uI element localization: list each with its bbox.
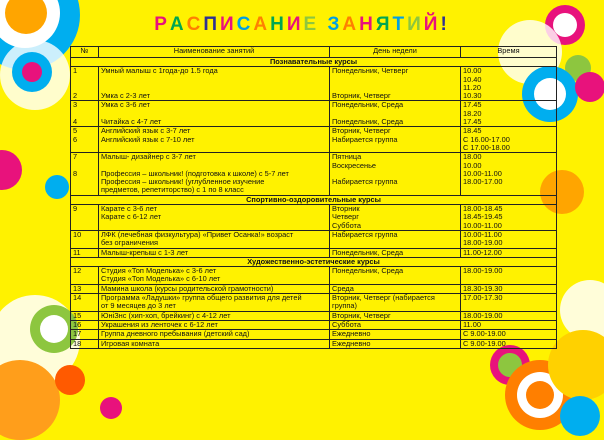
table-row (71, 311, 557, 320)
deco-circle (22, 62, 42, 82)
title-letter: Н (359, 14, 376, 35)
cell-number (71, 294, 99, 312)
title-letter: И (220, 14, 237, 35)
deco-circle (526, 381, 554, 409)
table-row (71, 248, 557, 257)
deco-circle (40, 315, 68, 343)
cell-course-name-line: Украшения из ленточек с 6-12 лет (101, 319, 218, 329)
title-letter: З (327, 14, 343, 35)
cell-number-line (73, 239, 96, 247)
cell-weekday-line: Четверг (332, 212, 359, 222)
cell-number-line: 4 (73, 117, 78, 127)
cell-time-line: 18.00-19.00 (463, 238, 503, 248)
cell-course-name-line: Умный малыш с 1года-до 1.5 года (101, 66, 218, 76)
cell-number-line: 15 (73, 310, 82, 320)
cell-time-line: 11.00-12.00 (463, 247, 502, 257)
title-letter: Н (270, 14, 287, 35)
cell-time (461, 127, 557, 153)
title-letter: И (407, 14, 424, 35)
cell-number-line: 8 (73, 168, 78, 178)
cell-weekday (330, 248, 461, 257)
cell-weekday-line: Набирается группа (332, 229, 398, 239)
deco-circle (0, 150, 22, 190)
cell-time (461, 311, 557, 320)
cell-number-line: 12 (73, 266, 82, 276)
cell-weekday-line: Вторник, Четверг (332, 310, 391, 320)
deco-circle (575, 72, 604, 102)
cell-number-line: 17 (73, 329, 82, 339)
cell-number-line: 14 (73, 293, 82, 303)
cell-course-name-line: Студия «Топ Моделька» с 3-6 лет (101, 266, 217, 276)
cell-number-line (73, 222, 96, 230)
cell-course-name-line: Профессия – школьник! (подготовка к школе) с 5-7 лет (101, 168, 289, 178)
cell-weekday-line: Суббота (332, 220, 361, 230)
table-row (71, 67, 557, 101)
deco-circle (560, 396, 600, 436)
cell-weekday (330, 153, 461, 195)
cell-course-name-line: Читайка с 4-7 лет (101, 117, 162, 127)
cell-time-line: 11.00 (463, 319, 481, 329)
cell-course-name (99, 101, 330, 127)
cell-weekday (330, 294, 461, 312)
cell-time (461, 67, 557, 101)
cell-number-line: 5 (73, 126, 78, 136)
table-row (71, 330, 557, 339)
cell-number-line (73, 186, 96, 194)
cell-time (461, 339, 557, 348)
cell-course-name-line: Мамина школа (курсы родительской грамотности) (101, 283, 274, 293)
cell-course-name-line: Карате с 3-6 лет (101, 204, 157, 214)
cell-number-line (73, 178, 96, 186)
cell-time (461, 101, 557, 127)
cell-course-name-line: Группа дневного пребывания (детский сад) (101, 329, 250, 339)
cell-number (71, 248, 99, 257)
cell-number-line: 13 (73, 283, 82, 293)
cell-number (71, 267, 99, 285)
cell-time (461, 230, 557, 248)
cell-weekday-line: группа) (332, 301, 357, 311)
cell-weekday-line: Вторник, Четверг (332, 126, 391, 136)
cell-time-line: 18.45 (463, 126, 482, 136)
cell-number-line: 18 (73, 338, 82, 348)
cell-number-line (73, 213, 96, 221)
title-letter (319, 14, 327, 36)
title-letter: С (186, 14, 204, 35)
cell-time-line (463, 302, 554, 310)
cell-number-line: 16 (73, 319, 82, 329)
cell-number-line: 7 (73, 152, 78, 162)
cell-weekday-line: Ежедневно (332, 338, 371, 348)
cell-time (461, 267, 557, 285)
cell-time-line: 18.45-19.45 (463, 212, 503, 222)
cell-time-line: 18.00-19.00 (463, 266, 503, 276)
cell-course-name-line: Английский язык с 3-7 лет (101, 126, 191, 136)
cell-course-name-line: Программа «Ладушки» группа общего развития для детей (101, 293, 302, 303)
cell-course-name-line: Умка с 2-3 лет (101, 91, 151, 101)
cell-time-line: С 9.00-19.00 (463, 329, 506, 339)
cell-number-line (73, 302, 96, 310)
table-row (71, 294, 557, 312)
cell-weekday (330, 127, 461, 153)
cell-weekday-line: Понедельник, Среда (332, 247, 404, 257)
cell-time-line: 10.00-11.00 (463, 168, 502, 178)
cell-weekday-line: Набирается группа (332, 177, 398, 187)
cell-time-line: 17.45 (463, 100, 482, 110)
cell-time (461, 153, 557, 195)
cell-course-name (99, 205, 330, 231)
cell-course-name (99, 127, 330, 153)
cell-weekday-line (332, 275, 458, 283)
cell-time-line: С 16.00-17.00 (463, 134, 510, 144)
cell-time-line: С 17.00-18.00 (463, 142, 510, 152)
cell-number (71, 67, 99, 101)
cell-time-line (463, 186, 554, 194)
cell-weekday-line: Набирается группа (332, 134, 398, 144)
cell-weekday (330, 205, 461, 231)
cell-time (461, 294, 557, 312)
column-header-day: День недели (330, 47, 461, 58)
cell-time-line: 18.00-19.00 (463, 310, 503, 320)
cell-time-line: 18.30-19.30 (463, 283, 503, 293)
cell-number-line: 1 (73, 66, 78, 76)
title-letter: Е (303, 14, 320, 35)
cell-time-line (463, 275, 554, 283)
cell-number-line (73, 275, 96, 283)
cell-weekday-line: Понедельник, Среда (332, 266, 404, 276)
cell-number-line: 3 (73, 100, 78, 110)
cell-course-name-line: Умка с 3-6 лет (101, 100, 151, 110)
cell-time-line: 17.00-17.30 (463, 293, 503, 303)
cell-number-line: 10 (73, 229, 82, 239)
cell-course-name-line: Студия «Топ Моделька» с 6-10 лет (101, 274, 221, 284)
page-title (0, 14, 604, 36)
cell-weekday (330, 330, 461, 339)
cell-number-line: 9 (73, 204, 78, 214)
cell-time-line: 10.40 (463, 74, 482, 84)
cell-time (461, 330, 557, 339)
cell-weekday-line (332, 76, 458, 84)
cell-number (71, 153, 99, 195)
cell-number-line (73, 76, 96, 84)
table-row (71, 127, 557, 153)
deco-circle (100, 397, 122, 419)
deco-circle (55, 365, 85, 395)
cell-time-line: 10.00 (463, 160, 482, 170)
section-title: Познавательные курсы (71, 58, 557, 67)
cell-weekday-line: Понедельник, Среда (332, 100, 404, 110)
title-letter: Т (392, 14, 408, 35)
cell-course-name-line: ЛФК (лечебная физкультура) «Привет Осанка!» возраст (101, 229, 294, 239)
cell-number (71, 127, 99, 153)
cell-time-line: 18.00 (463, 152, 482, 162)
section-title: Художественно-эстетические курсы (71, 257, 557, 266)
cell-time (461, 205, 557, 231)
cell-time-line: 10.00-11.00 (463, 229, 502, 239)
schedule-table (70, 46, 557, 349)
cell-weekday (330, 67, 461, 101)
deco-circle (45, 175, 69, 199)
cell-course-name (99, 248, 330, 257)
cell-course-name-line: Малыш-крепыш с 1-3 лет (101, 247, 189, 257)
section-title: Спортивно-оздоровительные курсы (71, 195, 557, 204)
cell-course-name (99, 230, 330, 248)
cell-course-name-line: Английский язык с 7-10 лет (101, 134, 195, 144)
cell-course-name (99, 339, 330, 348)
cell-time (461, 248, 557, 257)
table-row (71, 339, 557, 348)
cell-time-line: С 9.00-19.00 (463, 338, 506, 348)
cell-course-name (99, 267, 330, 285)
title-letter: А (253, 14, 271, 35)
cell-weekday-line: Вторник, Четверг (332, 91, 391, 101)
cell-course-name-line: Карате с 6-12 лет (101, 212, 162, 222)
cell-course-name (99, 311, 330, 320)
cell-number (71, 330, 99, 339)
cell-time-line: 10.00-11.00 (463, 220, 502, 230)
cell-course-name (99, 294, 330, 312)
cell-number (71, 230, 99, 248)
table-row (71, 267, 557, 285)
cell-weekday (330, 311, 461, 320)
cell-time-line: 17.45 (463, 117, 482, 127)
cell-time-line: 10.00 (463, 66, 482, 76)
cell-number (71, 311, 99, 320)
table-row (71, 153, 557, 195)
cell-weekday-line: Среда (332, 283, 354, 293)
cell-weekday-line: Понедельник, Четверг (332, 66, 409, 76)
cell-course-name (99, 67, 330, 101)
title-letter: ! (440, 14, 450, 35)
table-header-row (71, 47, 557, 58)
cell-course-name-line (101, 222, 327, 230)
cell-course-name-line: ЮнiЗнс (хип-хоп, брейкинг) с 4-12 лет (101, 310, 231, 320)
cell-weekday (330, 101, 461, 127)
column-header-time: Время (461, 47, 557, 58)
cell-course-name-line: Малыш- дизайнер с 3-7 лет (101, 152, 196, 162)
cell-course-name-line: Игровая комната (101, 338, 160, 348)
title-letter: Р (154, 14, 170, 35)
cell-number-line: 11 (73, 247, 81, 257)
cell-time-line: 18.20 (463, 108, 482, 118)
title-letter: П (203, 14, 221, 35)
title-letter: А (342, 14, 360, 35)
cell-weekday-line: Вторник (332, 204, 360, 214)
cell-time-line: 18.00-18.45 (463, 204, 503, 214)
title-letter: С (236, 14, 254, 35)
cell-time-line: 18.00-17.00 (463, 177, 503, 187)
cell-course-name-line (101, 76, 327, 84)
cell-course-name (99, 153, 330, 195)
cell-weekday-line (332, 186, 458, 194)
column-header-number: № (71, 47, 99, 58)
cell-weekday-line: Вторник, Четверг (набирается (332, 293, 435, 303)
cell-weekday (330, 267, 461, 285)
cell-time-line: 10.30 (463, 91, 482, 101)
cell-number-line: 2 (73, 91, 78, 101)
cell-weekday-line: Воскресенье (332, 160, 377, 170)
cell-course-name-line: без ограничения (101, 238, 158, 248)
cell-course-name-line: предметов, репетиторство) с 1 по 8 класс (101, 185, 244, 195)
table-row (71, 230, 557, 248)
cell-number (71, 339, 99, 348)
title-letter: А (169, 14, 187, 35)
cell-course-name (99, 330, 330, 339)
title-letter: Я (375, 14, 393, 35)
cell-number (71, 205, 99, 231)
cell-course-name-line: Профессия – школьник! (углубленное изучение (101, 177, 265, 187)
cell-weekday-line: Пятница (332, 152, 362, 162)
cell-number-line: 6 (73, 134, 78, 144)
cell-weekday-line: Понедельник, Среда (332, 117, 404, 127)
column-header-name: Наименование занятий (99, 47, 330, 58)
cell-weekday-line: Суббота (332, 319, 361, 329)
table-row (71, 205, 557, 231)
cell-weekday (330, 339, 461, 348)
cell-weekday-line: Ежедневно (332, 329, 371, 339)
cell-time-line: 11.20 (463, 82, 481, 92)
cell-weekday (330, 230, 461, 248)
table-row (71, 101, 557, 127)
title-letter: И (286, 14, 304, 35)
cell-number (71, 101, 99, 127)
cell-course-name-line: от 9 месяцев до 3 лет (101, 301, 176, 311)
title-letter: Й (423, 14, 441, 35)
cell-weekday-line (332, 239, 458, 247)
